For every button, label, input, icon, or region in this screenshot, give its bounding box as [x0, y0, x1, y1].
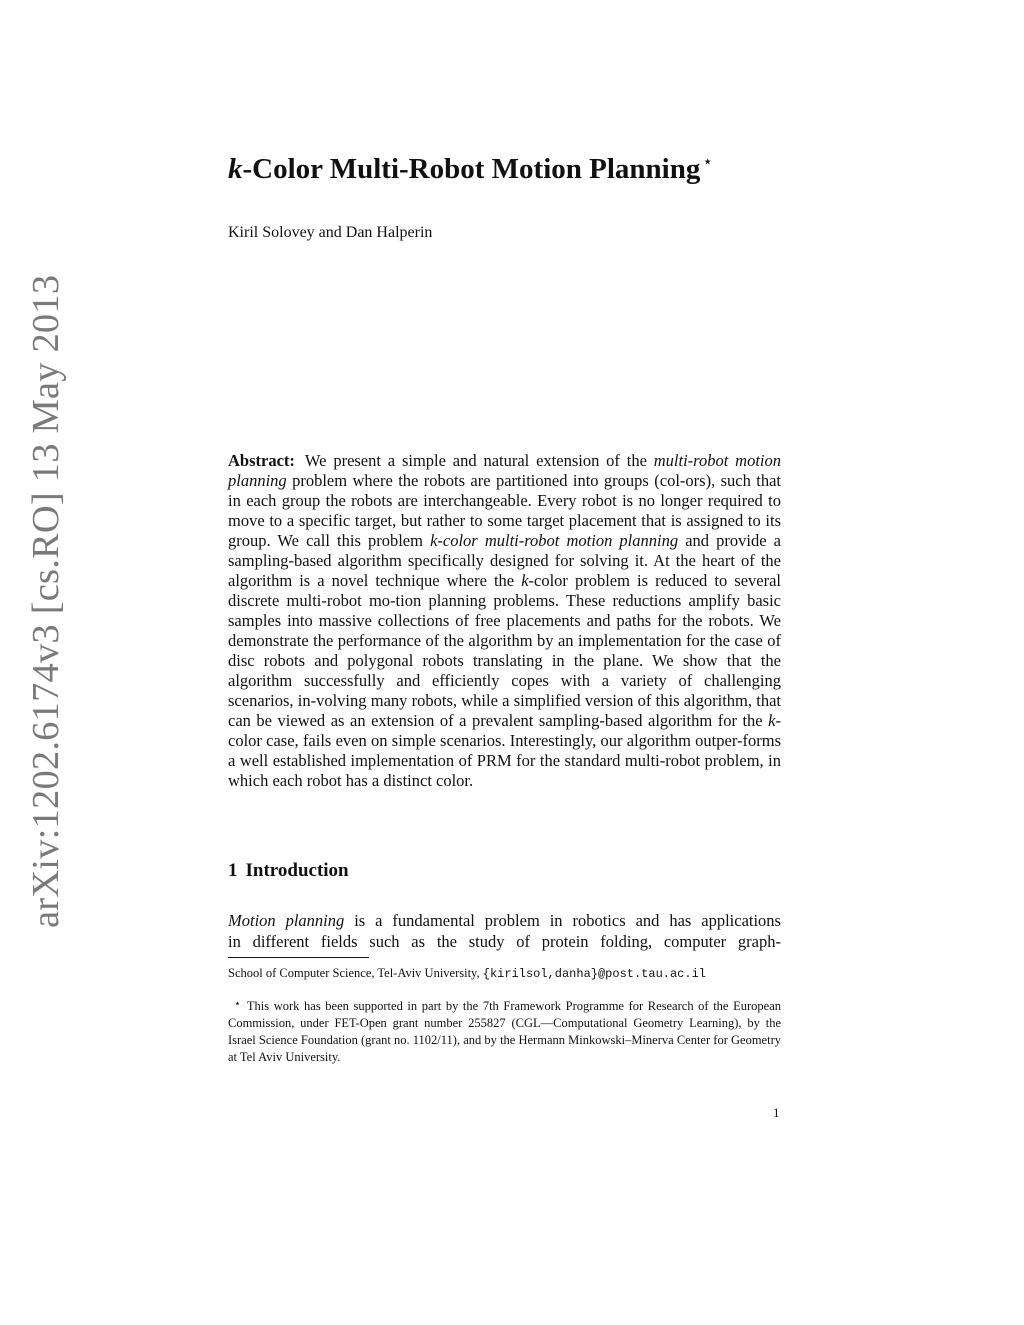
abstract-emphasis-1: multi-robot motion planning [228, 451, 781, 490]
abstract-emphasis-3: k [521, 571, 529, 590]
title-text: -Color Multi-Robot Motion Planning [242, 153, 701, 185]
abstract [228, 451, 781, 791]
abstract-text-1: We present a simple and natural extension of the [304, 451, 654, 470]
title-k-variable: k [228, 153, 243, 185]
funding-footnote-marker: ⋆ [234, 998, 241, 1010]
page-number: 1 [773, 1105, 780, 1120]
intro-line-2: in different fields such as the study of protein folding, computer graph- [228, 932, 781, 951]
author-list: Kiril Solovey and Dan Halperin [228, 224, 433, 241]
affiliation-footnote [228, 966, 706, 981]
abstract-label: Abstract: [228, 451, 295, 470]
abstract-text-5: -color case, fails even on simple scenarios. Interestingly, our algorithm outper-forms a well established implementation of PRM for the standard multi-robot problem, in which each robot has a distinct color. [228, 711, 781, 790]
introduction-paragraph [228, 910, 781, 952]
paper-title [228, 152, 713, 186]
abstract-text-4: -color problem is reduced to several discrete multi-robot mo-tion planning problems. These reductions amplify basic samples into massive collections of free placements and paths for the robots. We demonstrate the performance of the algorithm by an implementation for the case of disc robots and polygonal robots translating in the plane. We show that the algorithm successfully and efficiently copes with a variety of challenging scenarios, in-volving many robots, while a simplified version of this algorithm, that can be viewed as an extension of a prevalent sampling-based algorithm for the [228, 571, 781, 730]
footnote-rule [228, 957, 369, 958]
funding-text: This work has been supported in part by the 7th Framework Programme for Research of the European Commission, under FET-Open grant number 255827 (CGL—Computational Geometry Learning), by the Israel Science Foundation (grant no. 1102/11), and by the Hermann Minkowski–Minerva Center for Geometry at Tel Aviv University. [228, 999, 781, 1064]
section-heading-introduction [228, 860, 349, 882]
arxiv-identifier-stamp: arXiv:1202.6174v3 [cs.RO] 13 May 2013 [25, 274, 67, 928]
abstract-text-3: and provide a sampling-based algorithm specifically designed for solving it. At the heart of the algorithm is a novel technique where the [228, 531, 781, 590]
funding-footnote [228, 996, 781, 1066]
abstract-emphasis-2: k-color multi-robot motion planning [430, 531, 679, 550]
affiliation-text: School of Computer Science, Tel-Aviv University, [228, 966, 483, 980]
title-footnote-marker: ⋆ [702, 152, 713, 171]
abstract-text-2: problem where the robots are partitioned into groups (col-ors), such that in each group the robots are interchangeable. Every robot is no longer required to move to a specific target, but rather to some target placement that is assigned to its group. We call this problem [228, 471, 781, 550]
intro-line-1 [228, 910, 781, 931]
affiliation-email: {kirilsol,danha}@post.tau.ac.il [482, 967, 706, 981]
intro-emphasis: Motion planning [228, 911, 345, 930]
section-number: 1 [228, 860, 238, 881]
section-title: Introduction [245, 860, 349, 881]
intro-line-1-text: is a fundamental problem in robotics and has applications [344, 911, 781, 930]
abstract-emphasis-4: k [768, 711, 776, 730]
